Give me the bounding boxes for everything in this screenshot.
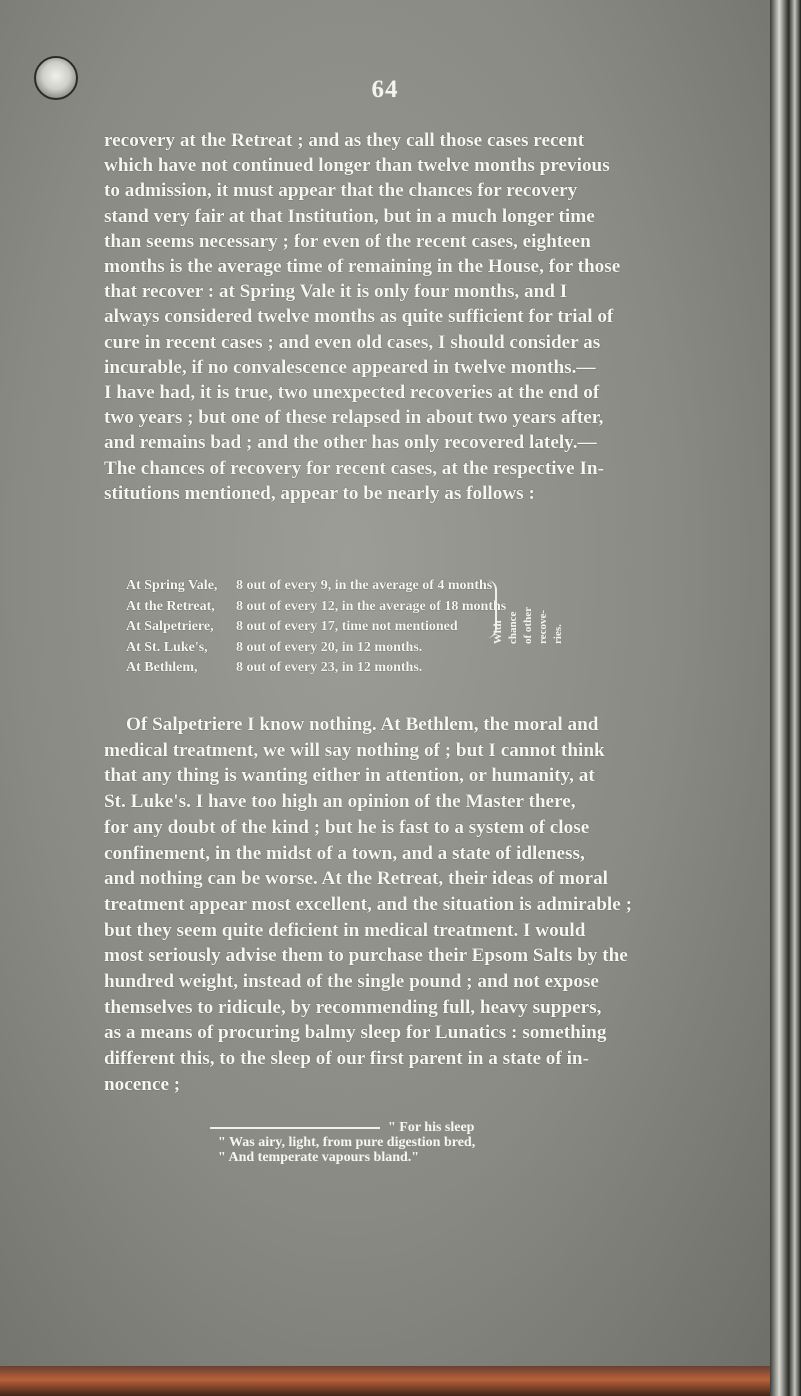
text-line: St. Luke's. I have too high an opinion of the Master there, [104, 791, 576, 813]
quote-line-2: " Was airy, light, from pure digestion bred, [218, 1135, 476, 1150]
text-line: nocence ; [104, 1073, 181, 1095]
table-row [126, 638, 726, 659]
text-line: stitutions mentioned, appear to be nearly as follows : [104, 482, 535, 504]
text-line: that recover : at Spring Vale it is only four months, and I [104, 281, 568, 303]
table-detail: 8 out of every 20, in 12 months. [236, 639, 423, 655]
table-place: At St. Luke's, [126, 639, 208, 655]
paragraph-2 [104, 712, 724, 1098]
text-line: to admission, it must appear that the chances for recovery [104, 180, 578, 202]
table-row [126, 658, 726, 679]
table-place: At the Retreat, [126, 598, 215, 614]
side-note [492, 574, 632, 644]
recovery-table [126, 576, 726, 679]
text-line: that any thing is wanting either in attention, or humanity, at [104, 765, 595, 787]
quote-line-1 [210, 1120, 475, 1135]
table-detail: 8 out of every 23, in 12 months. [236, 660, 423, 675]
side-note-line: With [492, 620, 504, 644]
text-line: but they seem quite deficient in medical treatment. I would [104, 919, 586, 941]
quote-text: " For his sleep [388, 1120, 475, 1135]
table-place: At Bethlem, [126, 660, 198, 675]
text-line: medical treatment, we will say nothing of ; but I cannot think [104, 739, 605, 761]
text-line: most seriously advise them to purchase their Epsom Salts by the [104, 945, 628, 967]
table-place: At Salpetriere, [126, 619, 214, 634]
text-line: and remains bad ; and the other has only recovered lately.— [104, 432, 597, 454]
quote-rule [210, 1127, 380, 1129]
text-line: recovery at the Retreat ; and as they call those cases recent [104, 130, 585, 151]
side-note-line: ries. [552, 624, 564, 644]
text-line: cure in recent cases ; and even old cases, I should consider as [104, 331, 601, 353]
table-row [126, 576, 726, 597]
table-detail: 8 out of every 12, in the average of 18 months [236, 598, 507, 614]
text-line: hundred weight, instead of the single pound ; and not expose [104, 971, 599, 993]
side-note-line: recove- [537, 610, 549, 644]
page-number: 64 [371, 76, 399, 103]
quote-line-3: " And temperate vapours bland." [218, 1150, 420, 1165]
text-line: incurable, if no convalescence appeared in twelve months.— [104, 356, 596, 378]
text-line: stand very fair at that Institution, but in a much longer time [104, 205, 595, 227]
table-place: At Spring Vale, [126, 578, 218, 593]
text-line: and nothing can be worse. At the Retreat, their ideas of moral [104, 868, 608, 890]
table-row [126, 597, 726, 618]
table-row [126, 617, 726, 638]
text-line: two years ; but one of these relapsed in about two years after, [104, 407, 604, 429]
text-line: themselves to ridicule, by recommending full, heavy suppers, [104, 996, 602, 1018]
paragraph-1 [104, 128, 724, 506]
text-line: as a means of procuring balmy sleep for Lunatics : something [104, 1022, 607, 1044]
verse-quote [210, 1120, 475, 1165]
text-line: I have had, it is true, two unexpected recoveries at the end of [104, 382, 600, 404]
text-line: always considered twelve months as quite sufficient for trial of [104, 306, 614, 328]
text-line: treatment appear most excellent, and the situation is admirable ; [104, 893, 632, 915]
side-note-line: chance [507, 611, 519, 644]
text-line: different this, to the sleep of our first parent in a state of in- [104, 1048, 589, 1070]
text-line: months is the average time of remaining in the House, for those [104, 256, 621, 278]
text-line: The chances of recovery for recent cases, at the respective In- [104, 457, 604, 479]
text-line: Of Salpetriere I know nothing. At Bethlem, the moral and [126, 714, 599, 735]
text-line: confinement, in the midst of a town, and a state of idleness, [104, 842, 585, 864]
book-spine-edge [770, 0, 801, 1396]
table-detail: 8 out of every 9, in the average of 4 months [236, 578, 493, 593]
text-line: than seems necessary ; for even of the recent cases, eighteen [104, 230, 591, 252]
table-detail: 8 out of every 17, time not mentioned [236, 619, 458, 634]
page-bottom-edge [0, 1366, 770, 1396]
text-line: for any doubt of the kind ; but he is fast to a system of close [104, 816, 590, 838]
side-note-line: of other [522, 607, 534, 644]
text-line: which have not continued longer than twelve months previous [104, 155, 610, 177]
